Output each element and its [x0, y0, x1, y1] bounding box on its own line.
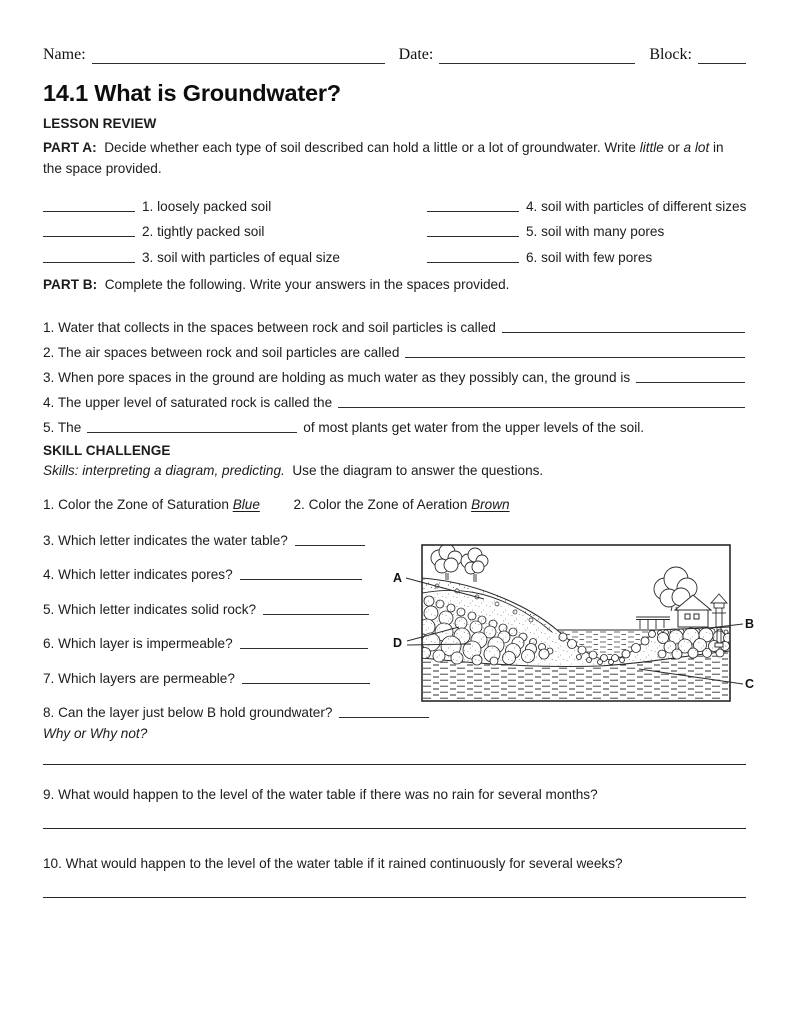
answer-blank — [240, 579, 362, 580]
color-word-blue: Blue — [232, 497, 260, 512]
answer-rule — [43, 764, 746, 765]
part-b-question: 3. When pore spaces in the ground are holding as much water as they possibly can, the ground is — [43, 360, 745, 385]
answer-blank — [405, 357, 745, 358]
page-title: 14.1 What is Groundwater? — [43, 80, 341, 106]
skill-question-6: 6. Which layer is impermeable? — [43, 636, 368, 651]
part-b-question: 5. The of most plants get water from the upper levels of the soil. — [43, 420, 645, 435]
part-a-item: 4. soil with particles of different sizes — [427, 188, 757, 214]
answer-blank — [43, 236, 135, 237]
skill-question-9: 9. What would happen to the level of the water table if there was no rain for several months? — [43, 787, 598, 802]
part-a-item: 2. tightly packed soil — [43, 214, 428, 240]
part-a-item: 3. soil with particles of equal size — [43, 239, 428, 265]
answer-blank — [43, 262, 135, 263]
part-a-label: PART A — [43, 140, 93, 155]
color-questions-row — [43, 497, 510, 512]
diagram-art — [419, 544, 733, 701]
part-a-item: 6. soil with few pores — [427, 239, 757, 265]
name-label: Name: — [43, 46, 86, 63]
block-label: Block: — [649, 46, 692, 63]
skill-question-3: 3. Which letter indicates the water table? — [43, 533, 365, 548]
answer-blank — [427, 211, 519, 212]
answer-blank — [427, 236, 519, 237]
diagram-label-a: A — [393, 571, 403, 585]
name-blank — [92, 48, 385, 64]
answer-blank — [242, 683, 370, 684]
part-a-left-column — [43, 188, 428, 265]
skill-question-5: 5. Which letter indicates solid rock? — [43, 602, 369, 617]
answer-blank — [43, 211, 135, 212]
part-b-question: 2. The air spaces between rock and soil particles are called — [43, 335, 745, 360]
color-q1: 1. Color the Zone of Saturation — [43, 497, 229, 512]
skill-question-10: 10. What would happen to the level of the water table if it rained continuously for several weeks? — [43, 856, 623, 871]
answer-rule — [43, 828, 746, 829]
answer-blank — [636, 382, 745, 383]
groundwater-diagram — [389, 541, 765, 706]
answer-blank — [240, 648, 368, 649]
answer-blank — [502, 332, 745, 333]
date-label: Date: — [398, 46, 434, 63]
part-a-intro: PART A: Decide whether each type of soil described can hold a little or a lot of groundwater. Write little or a lot in the space provided. — [43, 140, 724, 176]
skills-line: Skills: interpreting a diagram, predicting. Use the diagram to answer the questions. — [43, 463, 544, 478]
header-fill-in-row — [43, 46, 749, 64]
answer-blank — [295, 545, 365, 546]
date-blank — [439, 48, 635, 64]
color-word-brown: Brown — [471, 497, 510, 512]
answer-blank — [427, 262, 519, 263]
diagram-label-b: B — [745, 617, 755, 631]
skill-question-8: 8. Can the layer just below B hold groundwater? — [43, 705, 429, 720]
skill-challenge-heading: SKILL CHALLENGE — [43, 443, 171, 458]
part-b-label: PART B: — [43, 277, 98, 292]
why-prompt: Why or Why not? — [43, 726, 148, 741]
part-a-item: 1. loosely packed soil — [43, 188, 428, 214]
answer-blank — [87, 432, 297, 433]
part-b-question: 4. The upper level of saturated rock is called the — [43, 385, 745, 410]
diagram-label-d: D — [393, 636, 403, 650]
block-blank — [698, 48, 746, 64]
lesson-review-heading: LESSON REVIEW — [43, 116, 157, 131]
answer-rule — [43, 897, 746, 898]
part-b-question: 1. Water that collects in the spaces between rock and soil particles is called — [43, 310, 745, 335]
answer-blank — [339, 717, 429, 718]
part-b-heading: PART B: Complete the following. Write your answers in the spaces provided. — [43, 277, 510, 292]
part-a-right-column — [427, 188, 757, 265]
answer-blank — [263, 614, 369, 615]
diagram-label-c: C — [745, 677, 755, 691]
answer-blank — [338, 407, 745, 408]
skill-question-4: 4. Which letter indicates pores? — [43, 567, 362, 582]
color-q2: 2. Color the Zone of Aeration — [293, 497, 468, 512]
tree-icon — [431, 544, 488, 582]
skill-question-7: 7. Which layers are permeable? — [43, 671, 370, 686]
dock — [636, 617, 670, 629]
groundwater-diagram-svg — [389, 541, 765, 706]
part-a-item: 5. soil with many pores — [427, 214, 757, 240]
part-b-questions — [43, 310, 745, 435]
